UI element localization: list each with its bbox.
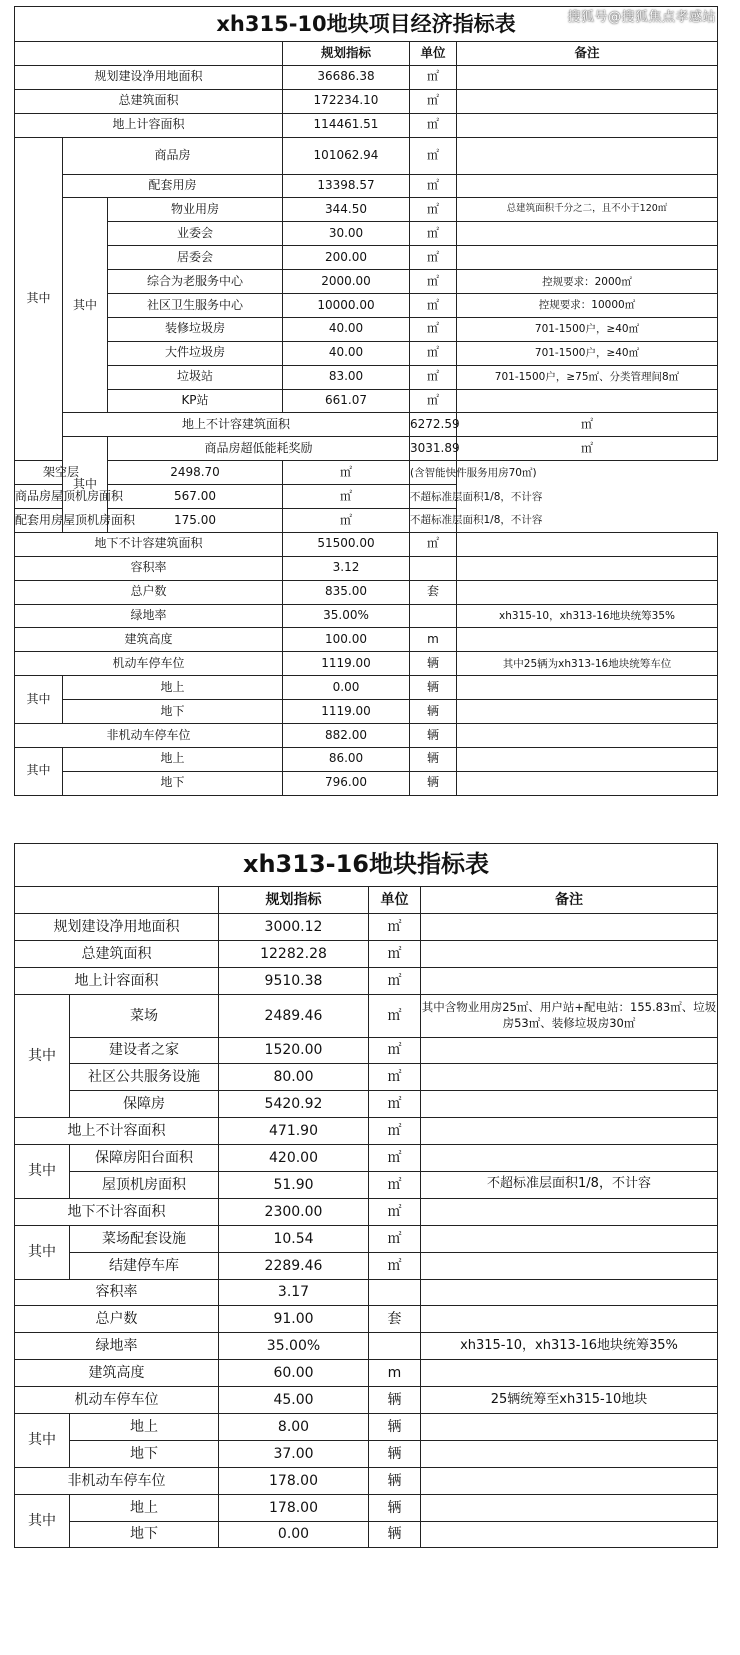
row-unit: ㎡ [369, 1225, 421, 1252]
row-note [457, 532, 718, 556]
table-row [15, 389, 718, 413]
row-note: 701-1500户，≥40㎡ [457, 341, 718, 365]
row-value: 344.50 [283, 198, 410, 222]
row-note [457, 65, 718, 89]
row-value: 2300.00 [219, 1198, 369, 1225]
header-unit: 单位 [410, 42, 457, 66]
row-unit: ㎡ [369, 994, 421, 1037]
row-note [421, 1440, 718, 1467]
row-unit: ㎡ [410, 270, 457, 294]
row-value: 178.00 [219, 1494, 369, 1521]
table-row [15, 113, 718, 137]
row-note [457, 246, 718, 270]
row-unit: ㎡ [457, 437, 718, 461]
row-unit: ㎡ [369, 1172, 421, 1199]
table-row [15, 580, 718, 604]
row-note: 其中25辆为xh313-16地块统筹车位 [457, 652, 718, 676]
row-value: 13398.57 [283, 174, 410, 198]
row-value: 420.00 [219, 1145, 369, 1172]
row-note [421, 1494, 718, 1521]
table-row [15, 341, 718, 365]
group-label: 其中 [15, 137, 63, 461]
row-note [421, 1064, 718, 1091]
row-unit: ㎡ [410, 89, 457, 113]
row-note: xh315-10，xh313-16地块统筹35% [421, 1333, 718, 1360]
row-label: 配套用房屋顶机房面积 [15, 509, 108, 533]
row-label: 地下 [63, 700, 283, 724]
row-value: 51.90 [219, 1172, 369, 1199]
table-row [15, 174, 718, 198]
row-label: 屋顶机房面积 [70, 1172, 219, 1199]
row-note [457, 700, 718, 724]
table-row [15, 1414, 718, 1441]
row-note [421, 1414, 718, 1441]
row-value: 3.17 [219, 1279, 369, 1306]
row-label: 总建筑面积 [15, 89, 283, 113]
table-row [15, 724, 718, 748]
row-label: 地上计容面积 [15, 967, 219, 994]
table-title: xh315-10地块项目经济指标表 [15, 7, 718, 42]
header-note: 备注 [421, 887, 718, 914]
row-unit: 辆 [369, 1467, 421, 1494]
row-label: 保障房阳台面积 [70, 1145, 219, 1172]
row-note: 控规要求：2000㎡ [457, 270, 718, 294]
row-unit: 辆 [410, 652, 457, 676]
table-row [15, 222, 718, 246]
row-value: 35.00% [283, 604, 410, 628]
row-label: 菜场配套设施 [70, 1225, 219, 1252]
row-label: 建筑高度 [15, 628, 283, 652]
row-value: 37.00 [219, 1440, 369, 1467]
table-row [15, 1360, 718, 1387]
table-row [15, 628, 718, 652]
table-row [15, 1172, 718, 1199]
row-value: 1119.00 [283, 652, 410, 676]
row-label: 建筑高度 [15, 1360, 219, 1387]
row-unit: ㎡ [283, 485, 410, 509]
row-unit [369, 1333, 421, 1360]
row-value: 12282.28 [219, 940, 369, 967]
table-xh315-10 [14, 6, 718, 796]
row-note [421, 1360, 718, 1387]
group-label: 其中 [15, 1414, 70, 1468]
row-label: 容积率 [15, 1279, 219, 1306]
row-note: xh315-10，xh313-16地块统筹35% [457, 604, 718, 628]
row-value: 101062.94 [283, 137, 410, 174]
row-value: 2489.46 [219, 994, 369, 1037]
row-label: 商品房超低能耗奖励 [108, 437, 410, 461]
row-note [457, 113, 718, 137]
row-value: 3031.89 [410, 437, 457, 461]
row-unit: 辆 [410, 747, 457, 771]
row-note: 701-1500户，≥75㎡、分类管理间8㎡ [457, 365, 718, 389]
row-label: 综合为老服务中心 [108, 270, 283, 294]
header-blank [15, 42, 283, 66]
table-row [15, 246, 718, 270]
row-label: 垃圾站 [108, 365, 283, 389]
row-label: 非机动车停车位 [15, 1467, 219, 1494]
row-value: 1119.00 [283, 700, 410, 724]
row-value: 835.00 [283, 580, 410, 604]
row-value: 40.00 [283, 317, 410, 341]
row-value: 882.00 [283, 724, 410, 748]
row-unit: ㎡ [369, 1064, 421, 1091]
header-indicator: 规划指标 [283, 42, 410, 66]
row-label: 机动车停车位 [15, 652, 283, 676]
row-note [457, 556, 718, 580]
row-note [421, 1145, 718, 1172]
row-note [457, 676, 718, 700]
row-unit: ㎡ [369, 967, 421, 994]
row-value: 0.00 [219, 1521, 369, 1548]
row-value: 83.00 [283, 365, 410, 389]
row-note: (含智能快件服务用房70㎡) [410, 461, 457, 485]
row-label: KP站 [108, 389, 283, 413]
row-note [457, 747, 718, 771]
row-unit: ㎡ [369, 1091, 421, 1118]
table-row [15, 1145, 718, 1172]
table-row [15, 1333, 718, 1360]
row-note [421, 967, 718, 994]
header-blank [15, 887, 219, 914]
row-unit: ㎡ [410, 113, 457, 137]
table-row [15, 994, 718, 1037]
row-label: 绿地率 [15, 604, 283, 628]
row-value: 1520.00 [219, 1037, 369, 1064]
row-label: 商品房 [63, 137, 283, 174]
row-label: 地上不计容建筑面积 [63, 413, 410, 437]
row-value: 10000.00 [283, 294, 410, 318]
table-row [15, 365, 718, 389]
table-row [15, 700, 718, 724]
row-unit [369, 1279, 421, 1306]
row-value: 100.00 [283, 628, 410, 652]
row-note: 控规要求：10000㎡ [457, 294, 718, 318]
table-row [15, 437, 718, 461]
row-unit: ㎡ [369, 913, 421, 940]
table-row [15, 1306, 718, 1333]
row-unit: 套 [410, 580, 457, 604]
row-unit: m [410, 628, 457, 652]
row-value: 45.00 [219, 1387, 369, 1414]
row-label: 地下不计容建筑面积 [15, 532, 283, 556]
row-unit: ㎡ [457, 413, 718, 437]
row-note: 701-1500户，≥40㎡ [457, 317, 718, 341]
row-label: 总户数 [15, 580, 283, 604]
row-value: 36686.38 [283, 65, 410, 89]
row-value: 51500.00 [283, 532, 410, 556]
row-value: 40.00 [283, 341, 410, 365]
row-note [457, 628, 718, 652]
group-label: 其中 [63, 437, 108, 533]
row-label: 装修垃圾房 [108, 317, 283, 341]
row-label: 规划建设净用地面积 [15, 913, 219, 940]
header-unit: 单位 [369, 887, 421, 914]
table-row [15, 676, 718, 700]
row-label: 地上 [63, 676, 283, 700]
row-unit [410, 556, 457, 580]
row-label: 地下 [70, 1521, 219, 1548]
row-label: 配套用房 [63, 174, 283, 198]
row-value: 2000.00 [283, 270, 410, 294]
row-unit: ㎡ [369, 1118, 421, 1145]
group-label: 其中 [15, 676, 63, 724]
table-row [15, 1494, 718, 1521]
row-value: 172234.10 [283, 89, 410, 113]
table-row [15, 461, 718, 485]
table-row [15, 89, 718, 113]
table-row [15, 1198, 718, 1225]
row-label: 地下 [70, 1440, 219, 1467]
table-row [15, 1440, 718, 1467]
row-label: 物业用房 [108, 198, 283, 222]
row-unit: 辆 [369, 1521, 421, 1548]
row-note: 不超标准层面积1/8，不计容 [410, 509, 457, 533]
table-row [15, 413, 718, 437]
table-row [15, 294, 718, 318]
row-label: 居委会 [108, 246, 283, 270]
row-note [457, 580, 718, 604]
group-label: 其中 [15, 1494, 70, 1548]
table-row [15, 556, 718, 580]
row-label: 地上不计容面积 [15, 1118, 219, 1145]
row-note: 其中含物业用房25㎡、用户站+配电站：155.83㎡、垃圾房53㎡、装修垃圾房30㎡ [421, 994, 718, 1037]
header-row [15, 887, 718, 914]
row-unit: 辆 [369, 1414, 421, 1441]
row-note: 不超标准层面积1/8，不计容 [410, 485, 457, 509]
row-note [457, 222, 718, 246]
row-unit: ㎡ [283, 461, 410, 485]
row-value: 86.00 [283, 747, 410, 771]
row-note [421, 1252, 718, 1279]
table-row [15, 1387, 718, 1414]
table-title: xh313-16地块指标表 [15, 844, 718, 887]
row-note [421, 1306, 718, 1333]
row-label: 业委会 [108, 222, 283, 246]
row-unit: ㎡ [410, 174, 457, 198]
row-unit: ㎡ [410, 65, 457, 89]
row-label: 社区公共服务设施 [70, 1064, 219, 1091]
row-note [421, 1091, 718, 1118]
table-row [15, 270, 718, 294]
row-unit: ㎡ [369, 1037, 421, 1064]
table-row [15, 1467, 718, 1494]
row-note [457, 89, 718, 113]
row-label: 保障房 [70, 1091, 219, 1118]
row-note: 总建筑面积千分之二，且不小于120㎡ [457, 198, 718, 222]
row-label: 非机动车停车位 [15, 724, 283, 748]
table-row [15, 65, 718, 89]
row-note [421, 1279, 718, 1306]
row-unit: ㎡ [283, 509, 410, 533]
row-label: 总建筑面积 [15, 940, 219, 967]
row-value: 0.00 [283, 676, 410, 700]
row-label: 社区卫生服务中心 [108, 294, 283, 318]
row-note [421, 1118, 718, 1145]
row-label: 容积率 [15, 556, 283, 580]
table-row [15, 198, 718, 222]
table-row [15, 532, 718, 556]
row-note [421, 940, 718, 967]
row-value: 8.00 [219, 1414, 369, 1441]
header-row [15, 42, 718, 66]
row-unit: 辆 [410, 771, 457, 795]
table-row [15, 1279, 718, 1306]
table-row [15, 1064, 718, 1091]
row-label: 绿地率 [15, 1333, 219, 1360]
row-unit: ㎡ [410, 198, 457, 222]
row-label: 规划建设净用地面积 [15, 65, 283, 89]
row-value: 178.00 [219, 1467, 369, 1494]
table-row [15, 771, 718, 795]
row-unit: ㎡ [369, 1252, 421, 1279]
row-note [421, 1521, 718, 1548]
table-row [15, 604, 718, 628]
row-value: 30.00 [283, 222, 410, 246]
table-row [15, 1521, 718, 1548]
table-row [15, 1091, 718, 1118]
row-value: 2289.46 [219, 1252, 369, 1279]
table-row [15, 747, 718, 771]
row-value: 567.00 [108, 485, 283, 509]
row-unit: ㎡ [410, 222, 457, 246]
row-unit: m [369, 1360, 421, 1387]
row-note [421, 1225, 718, 1252]
row-value: 6272.59 [410, 413, 457, 437]
subgroup-label: 其中 [63, 198, 108, 413]
row-unit [410, 604, 457, 628]
row-value: 3000.12 [219, 913, 369, 940]
row-note: 25辆统筹至xh315-10地块 [421, 1387, 718, 1414]
row-label: 地上 [70, 1414, 219, 1441]
table-row [15, 317, 718, 341]
watermark: 搜狐号@搜狐焦点孝感站 [567, 10, 716, 25]
row-value: 471.90 [219, 1118, 369, 1145]
row-note [457, 771, 718, 795]
row-value: 9510.38 [219, 967, 369, 994]
row-unit: ㎡ [369, 1145, 421, 1172]
row-value: 114461.51 [283, 113, 410, 137]
row-value: 5420.92 [219, 1091, 369, 1118]
row-note [457, 389, 718, 413]
row-unit: 辆 [369, 1494, 421, 1521]
row-label: 总户数 [15, 1306, 219, 1333]
row-unit: 辆 [410, 676, 457, 700]
row-note [421, 913, 718, 940]
row-unit: 辆 [410, 700, 457, 724]
row-label: 菜场 [70, 994, 219, 1037]
row-unit: 辆 [369, 1387, 421, 1414]
row-value: 175.00 [108, 509, 283, 533]
row-unit: 辆 [369, 1440, 421, 1467]
row-note [457, 137, 718, 174]
row-label: 架空层 [15, 461, 108, 485]
row-note [421, 1198, 718, 1225]
table-row [15, 137, 718, 174]
row-label: 地下不计容面积 [15, 1198, 219, 1225]
row-unit: ㎡ [410, 389, 457, 413]
table-row [15, 1118, 718, 1145]
row-value: 3.12 [283, 556, 410, 580]
group-label: 其中 [15, 1145, 70, 1199]
group-label: 其中 [15, 747, 63, 795]
row-label: 机动车停车位 [15, 1387, 219, 1414]
row-label: 商品房屋顶机房面积 [15, 485, 108, 509]
row-value: 91.00 [219, 1306, 369, 1333]
row-label: 地上 [70, 1494, 219, 1521]
row-unit: ㎡ [369, 940, 421, 967]
table-xh313-16 [14, 843, 718, 1548]
row-label: 地上计容面积 [15, 113, 283, 137]
row-value: 200.00 [283, 246, 410, 270]
row-unit: ㎡ [410, 294, 457, 318]
row-value: 661.07 [283, 389, 410, 413]
row-label: 结建停车库 [70, 1252, 219, 1279]
row-note [421, 1037, 718, 1064]
table-row [15, 1252, 718, 1279]
group-label: 其中 [15, 1225, 70, 1279]
row-note [457, 174, 718, 198]
header-note: 备注 [457, 42, 718, 66]
table-row [15, 652, 718, 676]
row-value: 796.00 [283, 771, 410, 795]
table-row [15, 913, 718, 940]
row-unit: ㎡ [410, 137, 457, 174]
row-label: 大件垃圾房 [108, 341, 283, 365]
row-note: 不超标准层面积1/8，不计容 [421, 1172, 718, 1199]
row-value: 2498.70 [108, 461, 283, 485]
row-unit: 套 [369, 1306, 421, 1333]
table-row [15, 509, 718, 533]
table-row [15, 940, 718, 967]
row-note [457, 724, 718, 748]
row-label: 建设者之家 [70, 1037, 219, 1064]
row-value: 60.00 [219, 1360, 369, 1387]
row-unit: ㎡ [410, 532, 457, 556]
row-unit: ㎡ [369, 1198, 421, 1225]
table-row [15, 1037, 718, 1064]
table-row [15, 967, 718, 994]
row-unit: 辆 [410, 724, 457, 748]
table-row [15, 1225, 718, 1252]
table-row [15, 485, 718, 509]
row-value: 35.00% [219, 1333, 369, 1360]
row-label: 地上 [63, 747, 283, 771]
group-label: 其中 [15, 994, 70, 1118]
row-unit: ㎡ [410, 341, 457, 365]
row-label: 地下 [63, 771, 283, 795]
row-unit: ㎡ [410, 365, 457, 389]
row-unit: ㎡ [410, 246, 457, 270]
row-value: 80.00 [219, 1064, 369, 1091]
header-indicator: 规划指标 [219, 887, 369, 914]
row-note [421, 1467, 718, 1494]
row-value: 10.54 [219, 1225, 369, 1252]
row-unit: ㎡ [410, 317, 457, 341]
